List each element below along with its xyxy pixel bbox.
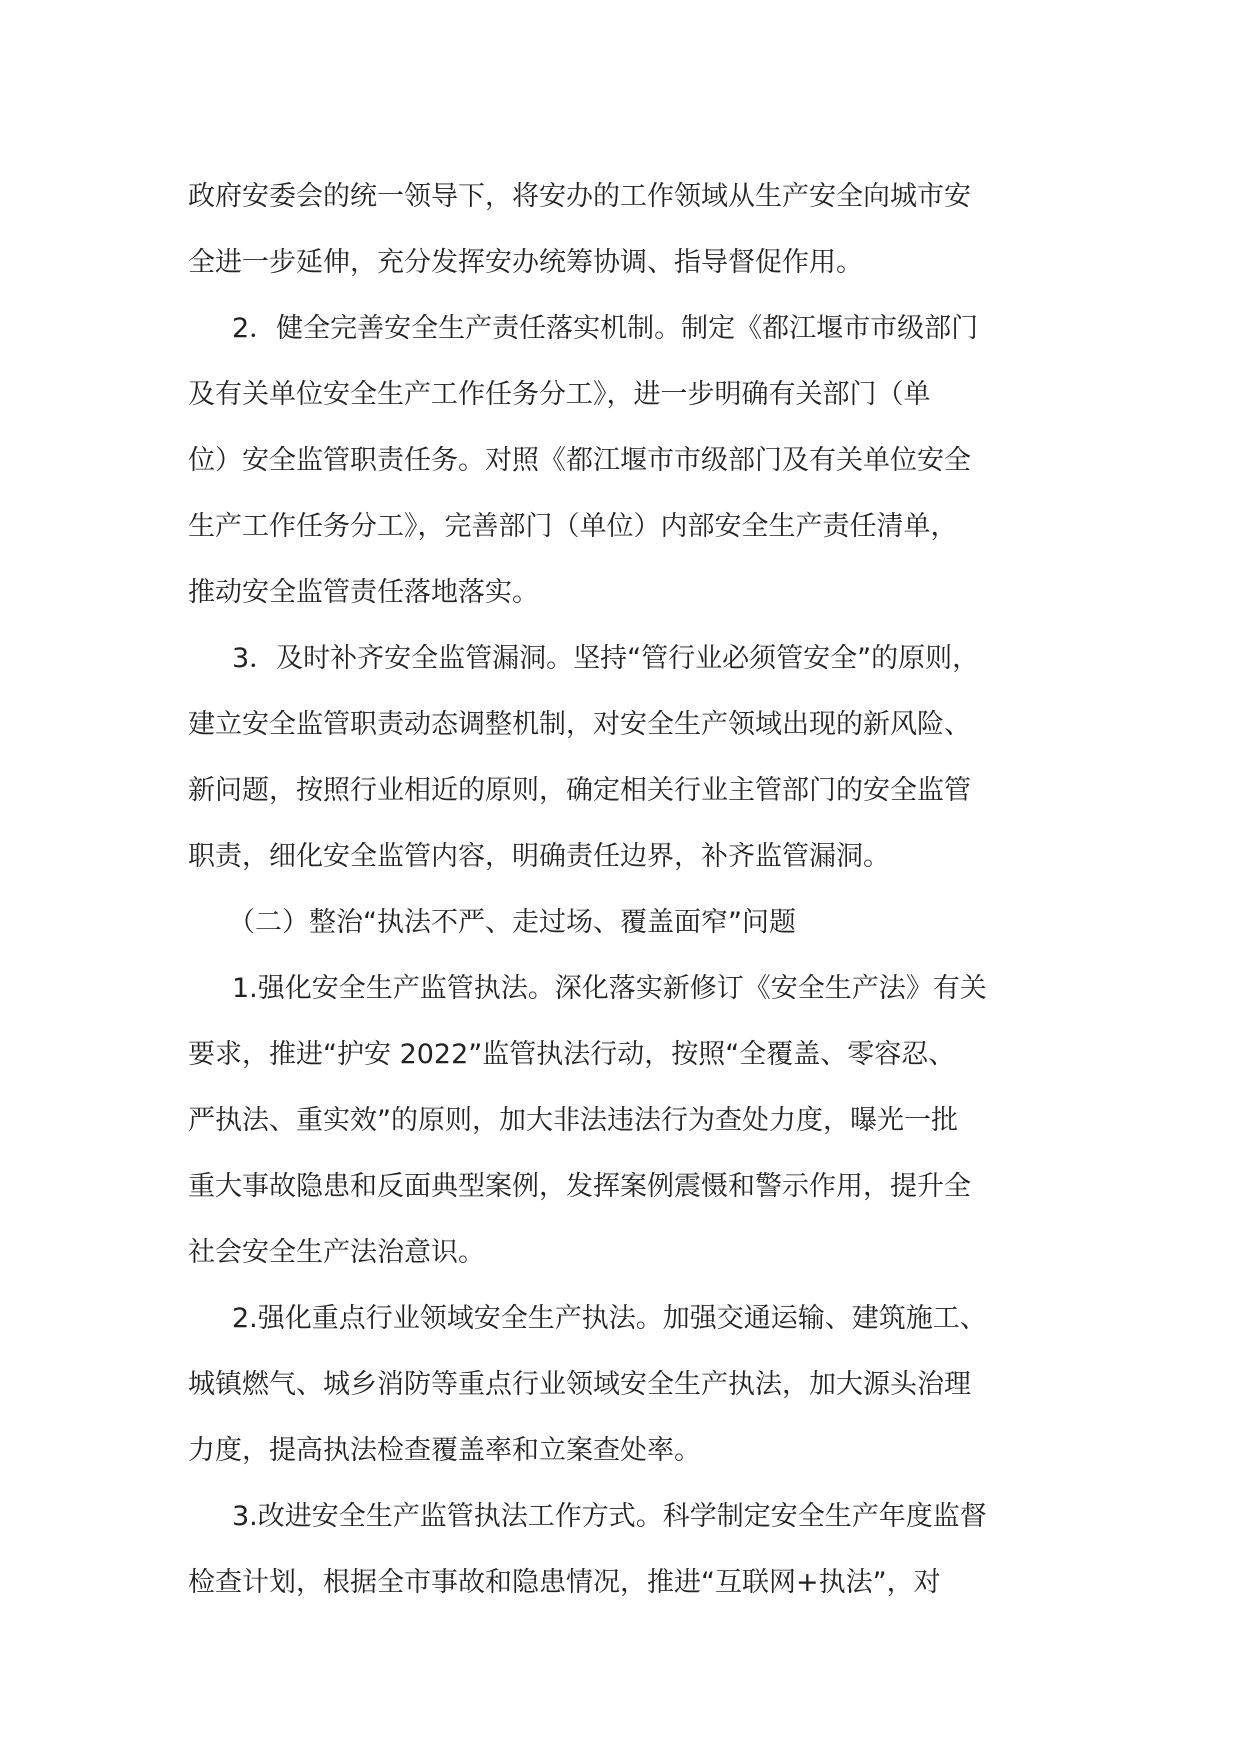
paragraph-line: 1.强化安全生产监管执法。深化落实新修订《安全生产法》有关 — [232, 973, 987, 1004]
paragraph-line: 城镇燃气、城乡消防等重点行业领域安全生产执法，加大源头治理 — [188, 1369, 971, 1400]
paragraph-line: 3.改进安全生产监管执法工作方式。科学制定安全生产年度监督 — [232, 1501, 987, 1532]
paragraph-line: 检查计划，根据全市事故和隐患情况，推进“互联网+执法”，对 — [188, 1567, 941, 1598]
paragraph-line: 位）安全监管职责任务。对照《都江堰市市级部门及有关单位安全 — [188, 445, 971, 476]
paragraph-line: 政府安委会的统一领导下，将安办的工作领域从生产安全向城市安 — [188, 181, 971, 212]
paragraph-line: 全进一步延伸，充分发挥安办统筹协调、指导督促作用。 — [188, 247, 863, 278]
document-body — [188, 164, 1068, 1616]
paragraph-line: 及有关单位安全生产工作任务分工》，进一步明确有关部门（单 — [188, 379, 931, 410]
section-heading: （二）整治“执法不严、走过场、覆盖面窄”问题 — [228, 907, 796, 938]
paragraph-line: 3．及时补齐安全监管漏洞。坚持“管行业必须管安全”的原则， — [232, 643, 980, 674]
paragraph-line: 力度，提高执法检查覆盖率和立案查处率。 — [188, 1435, 701, 1466]
paragraph-line: 推动安全监管责任落地落实。 — [188, 577, 539, 608]
paragraph-line: 2.强化重点行业领域安全生产执法。加强交通运输、建筑施工、 — [232, 1303, 987, 1334]
paragraph-line: 生产工作任务分工》，完善部门（单位）内部安全生产责任清单， — [188, 511, 958, 542]
paragraph-line: 职责，细化安全监管内容，明确责任边界，补齐监管漏洞。 — [188, 841, 890, 872]
paragraph-line: 建立安全监管职责动态调整机制，对安全生产领域出现的新风险、 — [188, 709, 971, 740]
paragraph-line: 新问题，按照行业相近的原则，确定相关行业主管部门的安全监管 — [188, 775, 971, 806]
paragraph-line: 要求，推进“护安 2022”监管执法行动，按照“全覆盖、零容忍、 — [188, 1039, 956, 1070]
paragraph-line: 重大事故隐患和反面典型案例，发挥案例震慑和警示作用，提升全 — [188, 1171, 971, 1202]
paragraph-line: 2．健全完善安全生产责任落实机制。制定《都江堰市市级部门 — [232, 313, 979, 344]
paragraph-line: 严执法、重实效”的原则，加大非法违法行为查处力度，曝光一批 — [188, 1105, 958, 1136]
paragraph-line: 社会安全生产法治意识。 — [188, 1237, 485, 1268]
